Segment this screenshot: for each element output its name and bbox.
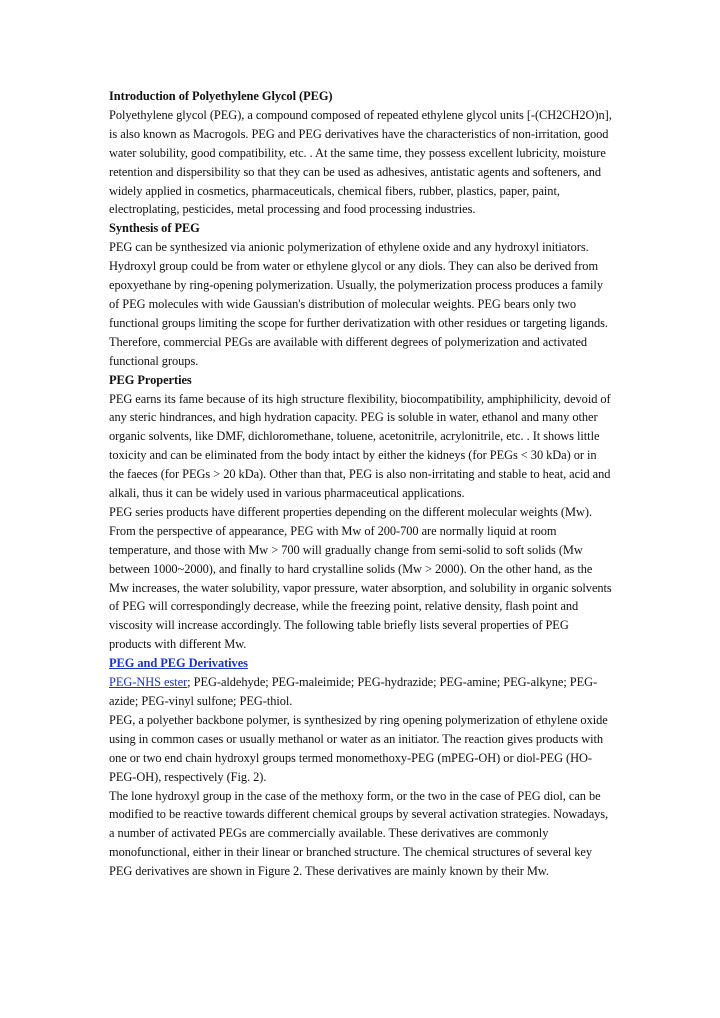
peg-nhs-ester-link[interactable]: PEG-NHS ester (109, 675, 188, 690)
properties-heading: PEG Properties (109, 372, 192, 387)
derivatives-heading-text[interactable]: PEG and PEG Derivatives (109, 656, 248, 671)
document-body (109, 87, 614, 881)
derivatives-list (109, 673, 614, 711)
derivatives-heading-link[interactable] (109, 654, 614, 673)
intro-paragraph: Polyethylene glycol (PEG), a compound composed of repeated ethylene glycol units [-(CH2CH2O)n], is also known as Macrogols. PEG and PEG derivatives have the characteristics of non-irritation, good water solubility, good compatibility, etc. . At the same time, they possess excellent lubricity, moisture retention and dispersibility so that they can be used as adhesives, antistatic agents and softeners, and widely applied in cosmetics, pharmaceuticals, chemical fibers, rubber, plastics, paper, paint, electroplating, pesticides, metal processing and food processing industries. (109, 107, 612, 217)
derivatives-list-rest: ; PEG-aldehyde; PEG-maleimide; PEG-hydrazide; PEG-amine; PEG-alkyne; PEG-azide; PEG-vinyl sulfone; PEG-thiol. (109, 675, 598, 708)
properties-paragraph-1: PEG earns its fame because of its high structure flexibility, biocompatibility, amphiphilicity, devoid of any steric hindrances, and high hydration capacity. PEG is soluble in water, ethanol and many other organic solvents, like DMF, dichloromethane, toluene, acetonitrile, acrylonitrile, etc. . It shows little toxicity and can be eliminated from the body intact by either the kidneys (for PEGs < 30 kDa) or in the faeces (for PEGs > 20 kDa). Other than that, PEG is also non-irritating and stable to heat, acid and alkali, thus it can be widely used in various pharmaceutical applications. (109, 391, 611, 501)
derivatives-paragraph-1: PEG, a polyether backbone polymer, is synthesized by ring opening polymerization of ethylene oxide using in common cases or usually methanol or water as an initiator. The reaction gives products with one or two end chain hydroxyl groups termed monomethoxy-PEG (mPEG-OH) or diol-PEG (HO-PEG-OH), respectively (Fig. 2). (109, 712, 608, 784)
intro-heading: Introduction of Polyethylene Glycol (PEG) (109, 89, 333, 103)
properties-paragraph-2: PEG series products have different properties depending on the different molecular weights (Mw). From the perspective of appearance, PEG with Mw of 200-700 are normally liquid at room temperature, and those with Mw > 700 will gradually change from semi-solid to soft solids (Mw between 1000~2000), and finally to hard crystalline solids (Mw > 2000). On the other hand, as the Mw increases, the water solubility, vapor pressure, water absorption, and solubility in organic solvents of PEG will correspondingly decrease, while the freezing point, relative density, flash point and viscosity will increase accordingly. The following table briefly lists several properties of PEG products with different Mw. (109, 504, 612, 652)
derivatives-paragraph-2: The lone hydroxyl group in the case of the methoxy form, or the two in the case of PEG diol, can be modified to be reactive towards different chemical groups by several activation strategies. Nowadays, a number of activated PEGs are commercially available. These derivatives are commonly monofunctional, either in their linear or branched structure. The chemical structures of several key PEG derivatives are shown in Figure 2. These derivatives are mainly known by their Mw. (109, 788, 609, 879)
synthesis-paragraph: PEG can be synthesized via anionic polymerization of ethylene oxide and any hydroxyl initiators. Hydroxyl group could be from water or ethylene glycol or any diols. They can also be derived from epoxyethane by ring-opening polymerization. Usually, the polymerization process produces a family of PEG molecules with wide Gaussian's distribution of molecular weights. PEG bears only two functional groups limiting the scope for further derivatization with other residues or targeting ligands. Therefore, commercial PEGs are available with different degrees of polymerization and activated functional groups. (109, 240, 608, 368)
synthesis-heading: Synthesis of PEG (109, 221, 200, 236)
